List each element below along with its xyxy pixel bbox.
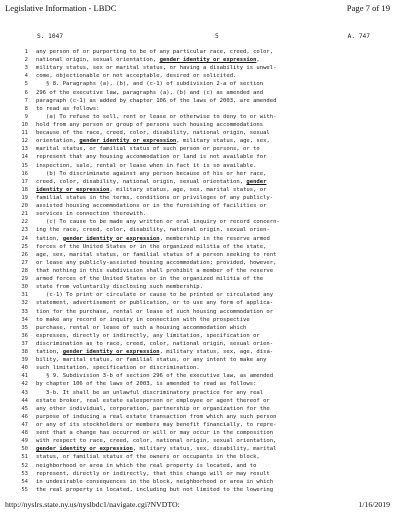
line-number: 1 — [24, 49, 28, 55]
bill-line — [15, 470, 383, 478]
line-number: 53 — [21, 470, 28, 477]
line-number: 50 — [21, 446, 28, 453]
bill-line — [15, 243, 383, 251]
line-number: 40 — [21, 365, 28, 372]
page-indicator: Page 7 of 19 — [346, 3, 390, 13]
bill-line — [15, 121, 383, 129]
line-text — [28, 80, 383, 88]
bill-line — [15, 170, 383, 178]
line-number: 22 — [21, 219, 28, 226]
bill-line — [15, 348, 383, 356]
line-text — [28, 186, 383, 194]
text-run: familial status in the terms, conditions or privileges of any publicly- — [36, 194, 274, 201]
line-number: 10 — [21, 121, 28, 128]
text-run: , military status, age, sex, — [176, 138, 270, 145]
line-number: 27 — [21, 259, 28, 266]
text-run: , military status, age, sex, marital status, or — [109, 186, 267, 193]
line-text — [28, 453, 383, 461]
bill-line — [15, 129, 383, 137]
bill-line — [15, 437, 383, 445]
line-number: 35 — [21, 324, 28, 331]
text-run: statement, advertisement or publication, or to use any form of applica- — [36, 300, 274, 307]
senate-bill-number: S. 1047 — [37, 33, 64, 40]
text-run: with respect to race, creed, color, national origin, sexual orientation, — [36, 438, 277, 445]
line-number: 26 — [21, 251, 28, 258]
line-text — [28, 178, 383, 186]
line-number: 16 — [21, 170, 28, 177]
text-run: any person of or purporting to be of any particular race, creed, color, — [36, 49, 274, 55]
text-run: , membership in the reserve armed — [159, 235, 270, 242]
line-number: 44 — [21, 397, 28, 404]
line-text — [28, 470, 383, 478]
text-run: state from voluntarily disclosing such membership. — [36, 284, 203, 291]
line-text — [28, 316, 383, 324]
text-run: that nothing in this subdivision shall prohibit a member of the reserve — [36, 267, 274, 274]
text-run: to read as follows: — [36, 105, 100, 112]
line-number: 30 — [21, 284, 28, 291]
text-run: tion for the purchase, rental or lease of such housing accommodation or — [36, 308, 274, 315]
text-run: creed, color, disability, national origin, sexual orientation, — [36, 178, 247, 185]
bill-line — [15, 389, 383, 397]
bill-line — [15, 202, 383, 210]
bill-line — [15, 486, 383, 494]
text-run: (a) To refuse to sell, rent or lease or otherwise to deny to or with- — [36, 113, 277, 120]
assembly-bill-number: A. 747 — [347, 33, 370, 40]
line-text — [28, 170, 383, 178]
line-text — [28, 235, 383, 243]
line-text — [28, 308, 383, 316]
line-text — [28, 462, 383, 470]
bill-line — [15, 64, 383, 72]
line-number: 28 — [21, 267, 28, 274]
line-text — [28, 445, 383, 453]
bill-line — [15, 186, 383, 194]
text-run: (c) To cause to be made any written or oral inquiry or record concern- — [36, 219, 280, 226]
bill-line — [15, 48, 383, 56]
line-number: 54 — [21, 478, 28, 485]
page-url: http://nyslrs.state.ny.us/nyslbdc1/navigate.cgi?NVDTO: — [5, 500, 180, 509]
bill-line — [15, 364, 383, 372]
bill-line — [15, 478, 383, 486]
bill-line — [15, 453, 383, 461]
text-run: come, objectionable or not acceptable, desired or solicited. — [36, 73, 237, 80]
bill-line — [15, 397, 383, 405]
line-text — [28, 437, 383, 445]
text-run: military status, sex or marital status, or having a disability is unwel- — [36, 65, 277, 72]
line-text — [28, 275, 383, 283]
line-text — [28, 210, 383, 218]
line-text — [28, 356, 383, 364]
text-run: inspection, sale, rental or lease when in fact it is so available. — [36, 162, 257, 169]
line-number: 18 — [21, 186, 28, 193]
line-number: 48 — [21, 430, 28, 437]
bill-text — [15, 48, 383, 494]
line-text — [28, 283, 383, 291]
text-run: paragraph (c-1) as added by chapter 106 of the laws of 2003, are amended — [36, 97, 277, 104]
text-run: , — [256, 57, 260, 64]
line-text — [28, 291, 383, 299]
bill-line — [15, 462, 383, 470]
bill-line — [15, 226, 383, 234]
line-number: 25 — [21, 243, 28, 250]
text-run: to make any record or inquiry in connection with the prospective — [36, 316, 250, 323]
line-text — [28, 64, 383, 72]
bill-line — [15, 162, 383, 170]
print-date: 1/16/2019 — [358, 500, 390, 509]
inserted-text: gender — [246, 178, 267, 185]
line-text — [28, 48, 383, 56]
text-run: sent that a change has occurred or will or may occur in the composition — [36, 430, 274, 437]
line-text — [28, 421, 383, 429]
text-run: or any of its stockholders or members may benefit financially, to repre- — [36, 422, 277, 429]
text-run: marital status, or familial status of such person or persons, or to — [36, 146, 260, 153]
text-run: (c-1) To print or circulate or cause to be printed or circulated any — [36, 292, 274, 299]
line-text — [28, 137, 383, 145]
line-number: 46 — [21, 413, 28, 420]
line-text — [28, 113, 383, 121]
bill-line — [15, 235, 383, 243]
text-run: discrimination as to race, creed, color, national origin, sexual orien- — [36, 340, 274, 347]
bill-header — [37, 33, 370, 43]
bill-line — [15, 324, 383, 332]
text-run: bility, marital status, or familial status, or any intent to make any — [36, 357, 267, 364]
text-run: 296 of the executive law, paragraphs (a), (b) and (c) as amended and — [36, 89, 264, 96]
line-text — [28, 340, 383, 348]
line-number: 17 — [21, 178, 28, 185]
bill-line — [15, 340, 383, 348]
line-number: 2 — [24, 57, 28, 64]
line-text — [28, 332, 383, 340]
line-text — [28, 429, 383, 437]
line-number: 7 — [24, 97, 28, 104]
inserted-text: gender identity or expression — [62, 349, 160, 356]
bill-line — [15, 56, 383, 64]
text-run: ing the race, creed, color, disability, national origin, sexual orien- — [36, 227, 270, 234]
line-number: 52 — [21, 462, 28, 469]
text-run: purchase, rental or lease of such a housing accommodation which — [36, 324, 247, 331]
line-text — [28, 251, 383, 259]
bill-line — [15, 105, 383, 113]
text-run: by chapter 106 of the laws of 2003, is amended to read as follows: — [36, 381, 257, 388]
line-number: 49 — [21, 438, 28, 445]
line-text — [28, 145, 383, 153]
line-text — [28, 121, 383, 129]
bill-line — [15, 113, 383, 121]
line-text — [28, 478, 383, 486]
line-text — [28, 226, 383, 234]
line-text — [28, 218, 383, 226]
line-text — [28, 162, 383, 170]
line-number: 45 — [21, 405, 28, 412]
line-number: 14 — [21, 154, 28, 161]
text-run: age, sex, marital status, or familial status of a person seeking to rent — [36, 251, 277, 258]
text-run: orientation, — [36, 138, 80, 145]
line-text — [28, 413, 383, 421]
bill-line — [15, 372, 383, 380]
text-run: expresses, directly or indirectly, any limitation, specification or — [36, 332, 260, 339]
bill-line — [15, 445, 383, 453]
line-text — [28, 486, 383, 494]
bill-line — [15, 259, 383, 267]
text-run: armed forces of the United States or in the organized militia of the — [36, 276, 264, 283]
line-number: 12 — [21, 138, 28, 145]
bill-line — [15, 275, 383, 283]
line-number: 42 — [21, 381, 28, 388]
bill-line — [15, 421, 383, 429]
line-text — [28, 389, 383, 397]
line-text — [28, 324, 383, 332]
bill-line — [15, 251, 383, 259]
text-run: neighborhood or area in which the real property is located, and to — [36, 462, 257, 469]
text-run: 3-b. It shall be an unlawful discriminatory practice for any real — [36, 389, 264, 396]
bill-line — [15, 429, 383, 437]
bill-line — [15, 316, 383, 324]
line-text — [28, 397, 383, 405]
line-text — [28, 380, 383, 388]
line-number: 11 — [21, 130, 28, 137]
text-run: any other individual, corporation, partnership or organization for the — [36, 405, 270, 412]
line-number: 47 — [21, 422, 28, 429]
bill-line — [15, 80, 383, 88]
line-number: 39 — [21, 357, 28, 364]
line-number: 38 — [21, 349, 28, 356]
line-number: 23 — [21, 227, 28, 234]
bill-line — [15, 178, 383, 186]
line-text — [28, 299, 383, 307]
line-number: 9 — [24, 113, 28, 120]
line-text — [28, 97, 383, 105]
line-number: 33 — [21, 308, 28, 315]
text-run: represent, directly or indirectly, that this change will or may result — [36, 470, 270, 477]
line-number: 6 — [24, 89, 28, 96]
text-run: hold from any person or group of persons such housing accommodations — [36, 121, 264, 128]
line-number: 34 — [21, 316, 28, 323]
line-number: 8 — [24, 105, 28, 112]
line-text — [28, 267, 383, 275]
text-run: status, or familial status of the owners or occupants in the block, — [36, 454, 260, 461]
line-number: 55 — [21, 486, 28, 493]
bill-line — [15, 356, 383, 364]
text-run: national origin, sexual orientation, — [36, 57, 160, 64]
bill-line — [15, 332, 383, 340]
bill-line — [15, 291, 383, 299]
line-number: 31 — [21, 292, 28, 299]
line-text — [28, 259, 383, 267]
bill-line — [15, 218, 383, 226]
bill-line — [15, 89, 383, 97]
print-header — [5, 3, 390, 15]
text-run: § 9. Subdivision 3-b of section 296 of the executive law, as amended — [36, 373, 274, 380]
line-text — [28, 243, 383, 251]
text-run: represent that any housing accommodation or land is not available for — [36, 154, 267, 161]
line-number: 43 — [21, 389, 28, 396]
text-run: assisted housing accommodations or in the furnishing of facilities or — [36, 203, 267, 210]
line-number: 19 — [21, 194, 28, 201]
line-text — [28, 72, 383, 80]
text-run: in undesirable consequences in the block, neighborhood or area in which — [36, 478, 274, 485]
line-number: 51 — [21, 454, 28, 461]
line-text — [28, 364, 383, 372]
bill-line — [15, 137, 383, 145]
line-number: 36 — [21, 332, 28, 339]
bill-line — [15, 283, 383, 291]
bill-line — [15, 72, 383, 80]
line-number: 15 — [21, 162, 28, 169]
line-number: 4 — [24, 73, 28, 80]
text-run: or lease any publicly-assisted housing accommodation; provided, however, — [36, 259, 277, 266]
bill-line — [15, 405, 383, 413]
line-number: 13 — [21, 146, 28, 153]
text-run: forces of the United States or in the organized militia of the state, — [36, 243, 267, 250]
text-run: such limitation, specification or discrimination. — [36, 365, 200, 372]
line-number: 5 — [24, 81, 28, 88]
text-run: because of the race, creed, color, disability, national origin, sexual — [36, 130, 270, 137]
text-run: purpose of inducing a real estate transaction from which any such person — [36, 413, 277, 420]
print-footer — [5, 500, 390, 512]
line-text — [28, 202, 383, 210]
line-number: 37 — [21, 340, 28, 347]
text-run: services in connection therewith. — [36, 211, 147, 218]
text-run: tation, — [36, 235, 63, 242]
text-run: (b) To discriminate against any person because of his or her race, — [36, 170, 267, 177]
line-number: 32 — [21, 300, 28, 307]
line-number: 20 — [21, 203, 28, 210]
text-run: tation, — [36, 349, 63, 356]
inserted-text: gender identity or expression — [36, 446, 133, 453]
inserted-text: gender identity or expression — [159, 57, 257, 64]
bill-line — [15, 210, 383, 218]
bill-line — [15, 267, 383, 275]
line-text — [28, 348, 383, 356]
text-run: § 8. Paragraphs (a), (b), and (c-1) of subdivision 2-a of section — [36, 81, 264, 88]
bill-line — [15, 153, 383, 161]
line-number: 29 — [21, 276, 28, 283]
inserted-text: gender identity or expression — [62, 235, 160, 242]
line-text — [28, 105, 383, 113]
bill-line — [15, 380, 383, 388]
bill-line — [15, 299, 383, 307]
line-number: 24 — [21, 235, 28, 242]
text-run: , military status, sex, age, disa- — [159, 349, 274, 356]
line-text — [28, 89, 383, 97]
bill-line — [15, 308, 383, 316]
line-text — [28, 405, 383, 413]
bill-line — [15, 97, 383, 105]
line-number: 21 — [21, 211, 28, 218]
bill-line — [15, 194, 383, 202]
text-run: the real property is located, including but not limited to the lowering — [36, 486, 274, 493]
bill-page-number: 5 — [215, 33, 219, 40]
line-text — [28, 372, 383, 380]
line-text — [28, 56, 383, 64]
line-text — [28, 153, 383, 161]
line-text — [28, 194, 383, 202]
site-title: Legislative Information - LBDC — [5, 3, 117, 13]
line-number: 41 — [21, 373, 28, 380]
text-run: , military status, sex, disability, marital — [132, 446, 277, 453]
inserted-text: identity or expression — [36, 186, 110, 193]
line-number: 3 — [24, 65, 28, 72]
bill-line — [15, 145, 383, 153]
line-text — [28, 129, 383, 137]
bill-line — [15, 413, 383, 421]
inserted-text: gender identity or expression — [79, 138, 177, 145]
text-run: estate broker, real estate salesperson or employee or agent thereof or — [36, 397, 270, 404]
